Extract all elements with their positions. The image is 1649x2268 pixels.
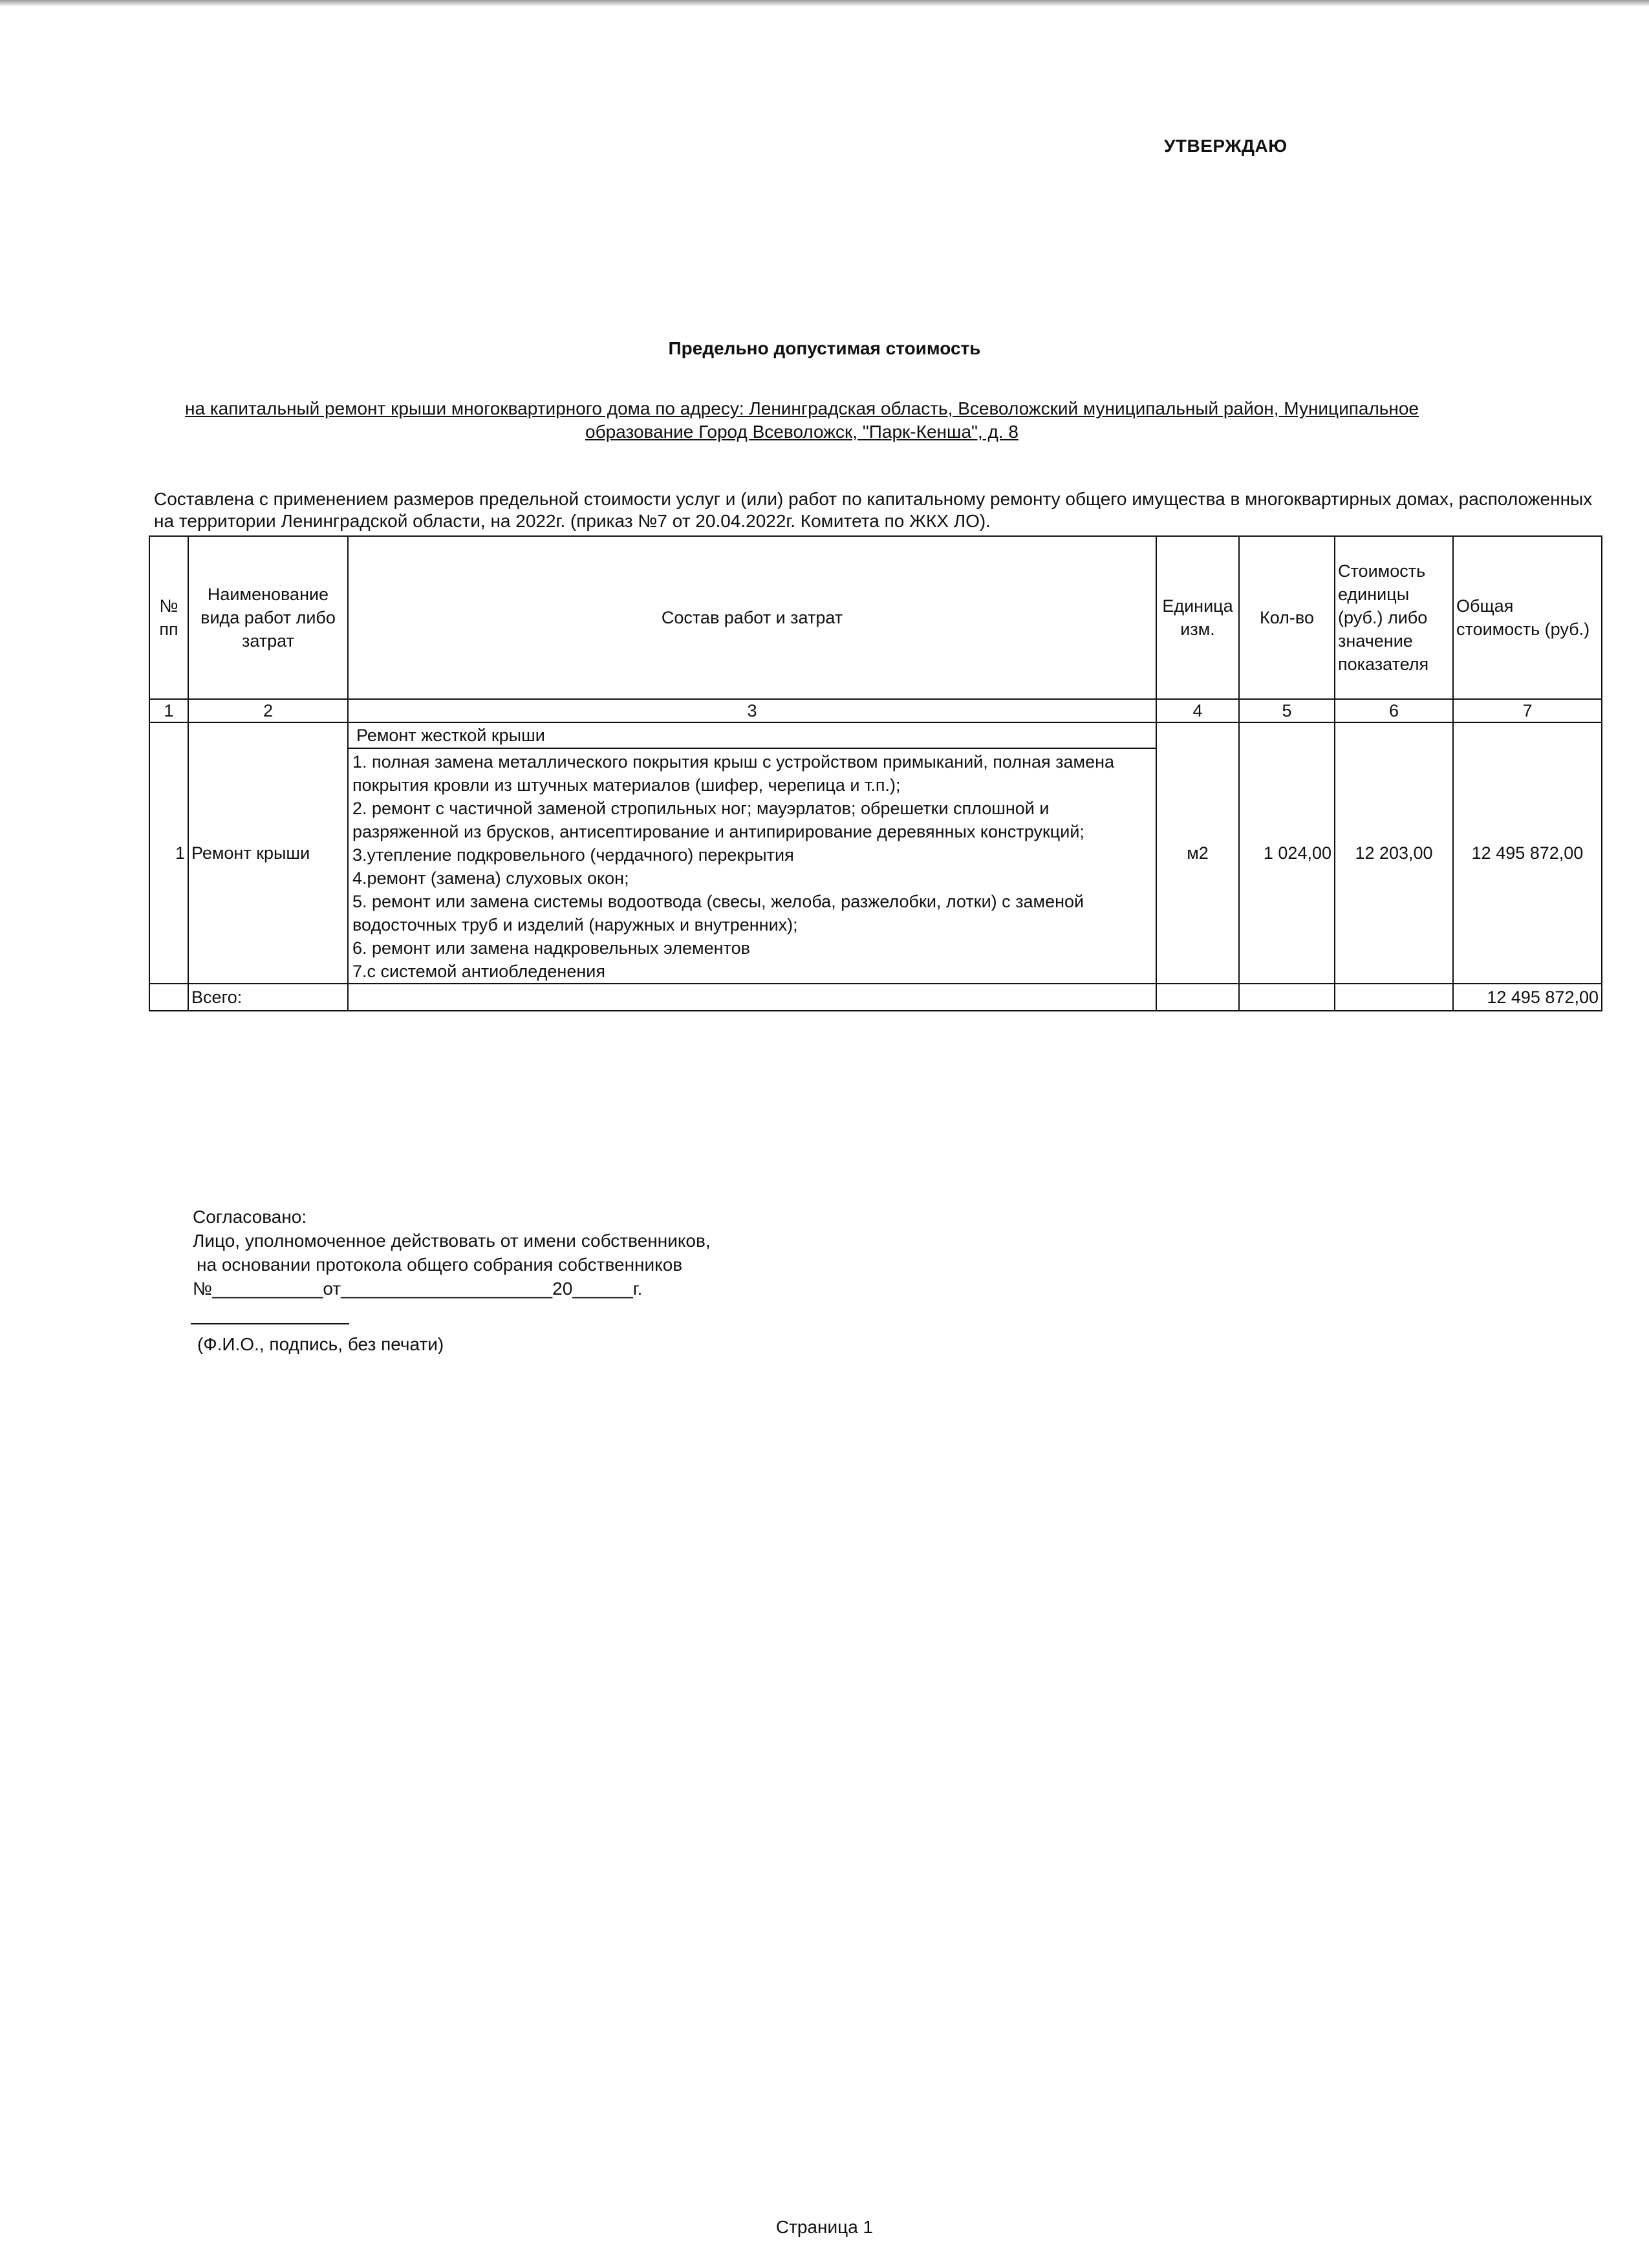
header-qty: Кол-во [1239,536,1335,699]
cost-table [149,535,1602,1011]
works-item: 6. ремонт или замена надкровельных элементов [352,938,750,958]
row-unit: м2 [1156,722,1239,984]
page-number: Страница 1 [775,2217,874,2237]
works-item: 1. полная замена металлического покрытия крыш с устройством примыканий, полная замена покрытия кровли из штучных материалов (шифер, черепица и т.п.); [352,752,1115,795]
column-number: 5 [1239,699,1335,722]
header-work-type: Наименование вида работ либо затрат [188,536,348,699]
column-number: 7 [1453,699,1602,722]
row-work-name: Ремонт крыши [188,722,348,984]
column-number: 6 [1335,699,1453,722]
approval-stamp-text: УТВЕРЖДАЮ [1164,136,1288,156]
total-empty-cell [1156,984,1239,1011]
signature-line [191,1323,349,1324]
header-num: № пп [149,536,188,699]
total-empty-cell [149,984,188,1011]
column-number: 2 [188,699,348,722]
basis-note: Составлена с применением размеров предельной стоимости услуг и (или) работ по капитальному ремонту общего имущества в многоквартирных домах, расположенных на территории Ленинградской области, на 2022г. (приказ №7 от 20.04.2022г. Комитета по ЖКХ ЛО). [154,489,1593,531]
total-empty-cell [348,984,1156,1011]
header-composition: Состав работ и затрат [348,536,1156,699]
agreement-heading: Согласовано: [193,1207,307,1227]
document-title: Предельно допустимая стоимость [668,338,981,358]
works-title: Ремонт жесткой крыши [349,723,1156,749]
total-value: 12 495 872,00 [1453,984,1602,1011]
agreement-block [193,1205,711,1301]
column-number: 3 [348,699,1156,722]
table-header-row [149,536,1602,699]
works-item: 7.с системой антиобледенения [352,962,605,981]
works-item: 3.утепление подкровельного (чердачного) перекрытия [352,845,794,865]
column-number: 4 [1156,699,1239,722]
row-unit-cost: 12 203,00 [1335,722,1453,984]
works-item: 5. ремонт или замена системы водоотвода (свесы, желоба, разжелобки, лотки) с заменой водосточных труб и изделий (наружных и внутренних); [352,892,1084,934]
agreement-protocol-line: №___________от_____________________20______г. [193,1279,643,1299]
header-unit: Единица изм. [1156,536,1239,699]
column-number: 1 [149,699,188,722]
row-num: 1 [149,722,188,984]
agreement-line: на основании протокола общего собрания собственников [197,1255,683,1275]
works-list [349,749,1156,983]
total-label: Всего: [188,984,348,1011]
works-item: 4.ремонт (замена) слуховых окон; [352,869,629,888]
works-item: 2. ремонт с частичной заменой стропильных ног; мауэрлатов; обрешетки сплошной и разряженной из брусков, антисептирование и антипирирование деревянных конструкций; [352,799,1084,841]
agreement-line: Лицо, уполномоченное действовать от имени собственников, [193,1231,711,1251]
total-row [149,984,1602,1011]
header-total-cost: Общая стоимость (руб.) [1453,536,1602,699]
row-works [348,722,1156,984]
row-total: 12 495 872,00 [1453,722,1602,984]
total-empty-cell [1335,984,1453,1011]
document-subject: на капитальный ремонт крыши многоквартирного дома по адресу: Ленинградская область, Всеволожский муниципальный район, Муниципальное образование Город Всеволожск, "Парк-Кенша", д. 8 [184,398,1419,442]
total-empty-cell [1239,984,1335,1011]
header-unit-cost: Стоимость единицы (руб.) либо значение показателя [1335,536,1453,699]
scan-edge [0,0,1649,6]
row-qty: 1 024,00 [1239,722,1335,984]
signature-caption: (Ф.И.О., подпись, без печати) [197,1334,444,1354]
table-row [149,722,1602,984]
column-numbers-row [149,699,1602,722]
